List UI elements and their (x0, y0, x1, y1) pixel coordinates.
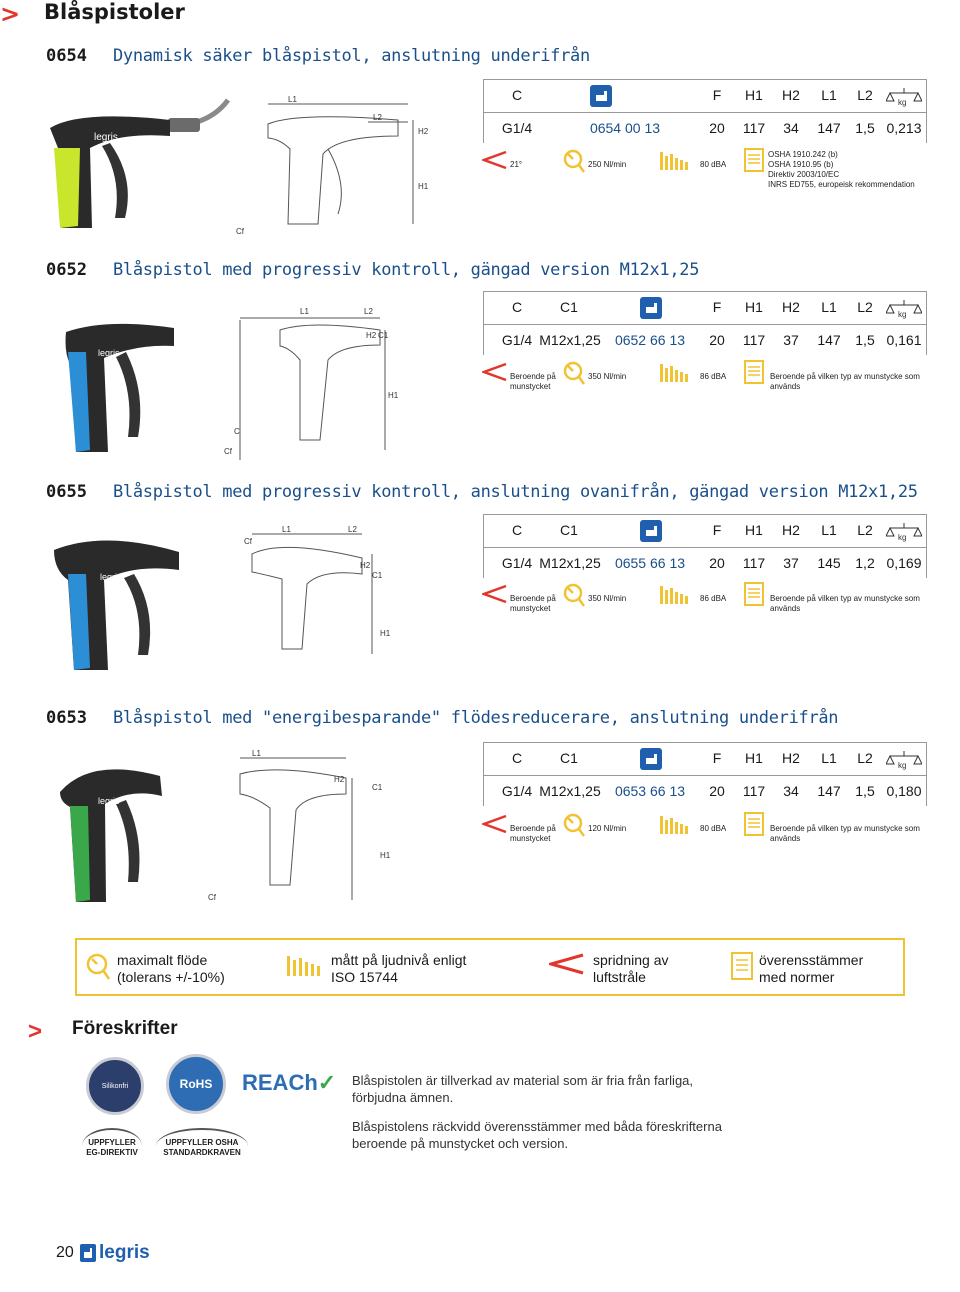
product-code: 0653 (46, 708, 87, 728)
weight-scale-icon (884, 515, 924, 546)
blowgun-photo (50, 752, 170, 904)
spread-value: Beroende på munstycket (510, 594, 556, 613)
svg-text:Cf: Cf (224, 447, 232, 456)
flow-icon (562, 812, 586, 838)
flow-value: 350 Nl/min (588, 372, 627, 381)
col-l1: L1 (821, 87, 837, 103)
legris-logo-icon (80, 1244, 96, 1262)
cell-l2: 1,5 (855, 783, 875, 799)
cell-c: G1/4 (501, 332, 533, 348)
svg-text:H1: H1 (380, 851, 391, 860)
col-h1: H1 (745, 522, 763, 538)
norm-line: INRS ED755, europeisk rekommendation (768, 180, 915, 189)
info-row-0655 (478, 580, 928, 620)
cell-kg: 0,161 (886, 332, 922, 348)
noise-icon (660, 360, 690, 384)
cell-f: 20 (709, 555, 725, 571)
norm-document-icon (744, 148, 766, 174)
spread-value: 21° (510, 160, 523, 169)
spread-value: Beroende på munstycket (510, 372, 556, 391)
footer-brand (80, 1242, 150, 1264)
legend-spread-text: spridning av luftstråle (593, 952, 669, 985)
rohs-badge: RoHS (166, 1054, 226, 1114)
col-l1: L1 (821, 522, 837, 538)
col-l2: L2 (857, 299, 873, 315)
col-l2: L2 (857, 522, 873, 538)
svg-text:L1: L1 (252, 750, 261, 758)
weight-scale-icon (884, 80, 924, 111)
technical-drawing (228, 94, 436, 240)
brand-mark: legris (94, 132, 118, 143)
col-c: C (511, 299, 523, 315)
technical-drawing (196, 750, 410, 910)
svg-text:L1: L1 (300, 307, 309, 316)
svg-text:H2: H2 (334, 775, 345, 784)
blowgun-photo (46, 312, 176, 462)
svg-text:L2: L2 (364, 307, 373, 316)
spread-icon (482, 584, 508, 604)
cell-ref: 0653 66 13 (614, 783, 686, 799)
cell-h2: 37 (783, 332, 799, 348)
col-c: C (511, 522, 523, 538)
cell-c1: M12x1,25 (539, 783, 601, 799)
spec-table-0655 (483, 514, 927, 578)
col-h1: H1 (745, 87, 763, 103)
reference-icon (636, 743, 666, 774)
technical-drawing (222, 524, 408, 664)
col-l2: L2 (857, 87, 873, 103)
cell-h1: 117 (742, 332, 766, 348)
cell-c1: M12x1,25 (539, 332, 601, 348)
product-code: 0652 (46, 260, 87, 280)
col-c1: C1 (560, 299, 578, 315)
norm-document-icon (731, 952, 755, 982)
norm-line: OSHA 1910.242 (b) (768, 150, 838, 159)
svg-text:H1: H1 (380, 629, 391, 638)
info-row-0652 (478, 358, 928, 398)
regulations-heading-text: Föreskrifter (72, 1018, 178, 1039)
col-l1: L1 (821, 750, 837, 766)
eu-directive-badge: UPPFYLLER EG-DIREKTIV (82, 1128, 142, 1164)
svg-text:C1: C1 (372, 783, 383, 792)
svg-text:legris: legris (100, 572, 122, 582)
page-heading-text: Blåspistoler (44, 0, 185, 24)
product-title: Blåspistol med progressiv kontroll, gängad version M12x1,25 (113, 260, 700, 280)
cell-c1: M12x1,25 (539, 555, 601, 571)
cell-h2: 34 (783, 783, 799, 799)
reference-icon (636, 292, 666, 323)
cell-h2: 34 (783, 120, 799, 136)
weight-scale-icon (884, 743, 924, 774)
technical-drawing (210, 300, 408, 460)
noise-value: 80 dBA (700, 824, 727, 833)
cell-f: 20 (709, 783, 725, 799)
norm-line: OSHA 1910.95 (b) (768, 160, 834, 169)
svg-text:C1: C1 (372, 571, 383, 580)
col-h2: H2 (782, 87, 800, 103)
noise-icon (287, 952, 323, 978)
norm-line: Direktiv 2003/10/EC (768, 170, 840, 179)
norm-value: Beroende på vilken typ av munstycke som används (770, 372, 920, 391)
product-code: 0655 (46, 482, 87, 502)
col-c: C (511, 750, 523, 766)
cell-l1: 147 (817, 783, 841, 799)
col-c1: C1 (560, 522, 578, 538)
col-f: F (712, 750, 722, 766)
reach-logo: REACh✓ (242, 1070, 337, 1095)
weight-scale-icon (884, 292, 924, 323)
flow-value: 250 Nl/min (588, 160, 627, 169)
cell-ref: 0655 66 13 (614, 555, 686, 571)
col-h1: H1 (745, 299, 763, 315)
svg-text:Cf: Cf (244, 537, 252, 546)
flow-icon (562, 582, 586, 608)
cell-c: G1/4 (501, 555, 533, 571)
svg-text:kg: kg (898, 761, 907, 771)
norm-document-icon (744, 360, 766, 386)
svg-text:H2: H2 (418, 127, 429, 136)
cell-c: G1/4 (501, 120, 533, 136)
svg-text:H1: H1 (388, 391, 399, 400)
col-h1: H1 (745, 750, 763, 766)
cell-l2: 1,2 (855, 555, 875, 571)
cell-l1: 145 (817, 555, 841, 571)
product-title: Blåspistol med progressiv kontroll, anslutning ovanifrån, gängad version M12x1,25 (113, 482, 918, 502)
brand-name: legris (99, 1242, 150, 1263)
flow-value: 120 Nl/min (588, 824, 627, 833)
col-h2: H2 (782, 522, 800, 538)
svg-text:legris: legris (98, 796, 120, 806)
norm-value: Beroende på vilken typ av munstycke som används (770, 824, 920, 843)
spec-table-0654 (483, 79, 927, 143)
noise-icon (660, 812, 690, 836)
svg-text:L2: L2 (373, 113, 382, 122)
svg-text:Cf: Cf (236, 227, 244, 236)
svg-text:L1: L1 (288, 95, 297, 104)
noise-value: 86 dBA (700, 594, 727, 603)
osha-standard-badge: UPPFYLLER OSHA STANDARDKRAVEN (156, 1128, 248, 1164)
norm-document-icon (744, 812, 766, 838)
page-number: 20 (56, 1244, 74, 1261)
col-h2: H2 (782, 299, 800, 315)
cell-l1: 147 (817, 120, 841, 136)
legend-noise-text: mått på ljudnivå enligt ISO 15744 (331, 952, 467, 985)
svg-text:L1: L1 (282, 525, 291, 534)
cell-ref: 0652 66 13 (614, 332, 686, 348)
regulations-heading (28, 1018, 178, 1045)
svg-text:C: C (234, 427, 240, 436)
svg-text:C1: C1 (378, 331, 389, 340)
noise-icon (660, 582, 690, 606)
spec-table-0653 (483, 742, 927, 806)
info-row-0654 (478, 146, 928, 190)
cell-c: G1/4 (501, 783, 533, 799)
cell-kg: 0,169 (886, 555, 922, 571)
blowgun-photo (40, 88, 240, 238)
svg-text:legris: legris (98, 348, 120, 358)
silicone-free-badge: Silikonfri (86, 1057, 144, 1115)
spread-icon (482, 362, 508, 382)
col-f: F (712, 522, 722, 538)
cell-l2: 1,5 (855, 120, 875, 136)
regulations-text-1: Blåspistolen är tillverkad av material som är fria från farliga, förbjudna ämnen. (352, 1073, 694, 1105)
cell-l2: 1,5 (855, 332, 875, 348)
svg-text:kg: kg (898, 533, 907, 543)
regulations-text-2: Blåspistolens räckvidd överensstämmer med båda föreskrifterna beroende på munstycket och version. (352, 1119, 722, 1151)
col-f: F (712, 299, 722, 315)
cell-f: 20 (709, 120, 725, 136)
norm-document-icon (744, 582, 766, 608)
svg-text:H2: H2 (366, 331, 377, 340)
norm-value: Beroende på vilken typ av munstycke som används (770, 594, 920, 613)
svg-text:Cf: Cf (208, 893, 216, 902)
product-code: 0654 (46, 46, 87, 66)
noise-icon (660, 148, 690, 172)
col-c1: C1 (560, 750, 578, 766)
product-title: Dynamisk säker blåspistol, anslutning underifrån (113, 46, 590, 66)
heading-chevron-icon: > (0, 0, 21, 28)
spread-icon (482, 814, 508, 834)
spread-value: Beroende på munstycket (510, 824, 556, 843)
svg-text:L2: L2 (348, 525, 357, 534)
spread-icon (482, 150, 508, 170)
svg-text:H2: H2 (360, 561, 371, 570)
svg-text:H1: H1 (418, 182, 429, 191)
flow-icon (562, 148, 586, 174)
legend-norms-text: överensstämmer med normer (759, 952, 864, 985)
cell-h1: 117 (742, 120, 766, 136)
cell-h1: 117 (742, 555, 766, 571)
cell-kg: 0,213 (886, 120, 922, 136)
spread-icon (549, 952, 585, 976)
heading-chevron-icon: > (28, 1018, 43, 1045)
noise-value: 80 dBA (700, 160, 727, 169)
col-f: F (712, 87, 722, 103)
flow-value: 350 Nl/min (588, 594, 627, 603)
col-l1: L1 (821, 299, 837, 315)
col-c: C (511, 87, 523, 103)
flow-icon (85, 952, 111, 982)
product-title: Blåspistol med "energibesparande" flödesreducerare, anslutning underifrån (113, 708, 839, 728)
cell-l1: 147 (817, 332, 841, 348)
col-l2: L2 (857, 750, 873, 766)
reference-icon (636, 515, 666, 546)
info-row-0653 (478, 810, 928, 850)
legend-flow-text: maximalt flöde (tolerans +/-10%) (117, 952, 225, 985)
page-heading (0, 0, 185, 28)
cell-ref: 0654 00 13 (589, 120, 661, 136)
reference-icon (586, 80, 616, 111)
cell-h1: 117 (742, 783, 766, 799)
blowgun-photo (44, 530, 184, 680)
cell-h2: 37 (783, 555, 799, 571)
svg-text:kg: kg (898, 98, 907, 108)
flow-icon (562, 360, 586, 386)
icon-legend (75, 938, 905, 996)
cell-f: 20 (709, 332, 725, 348)
spec-table-0652 (483, 291, 927, 355)
noise-value: 86 dBA (700, 372, 727, 381)
col-h2: H2 (782, 750, 800, 766)
cell-kg: 0,180 (886, 783, 922, 799)
svg-text:kg: kg (898, 310, 907, 320)
